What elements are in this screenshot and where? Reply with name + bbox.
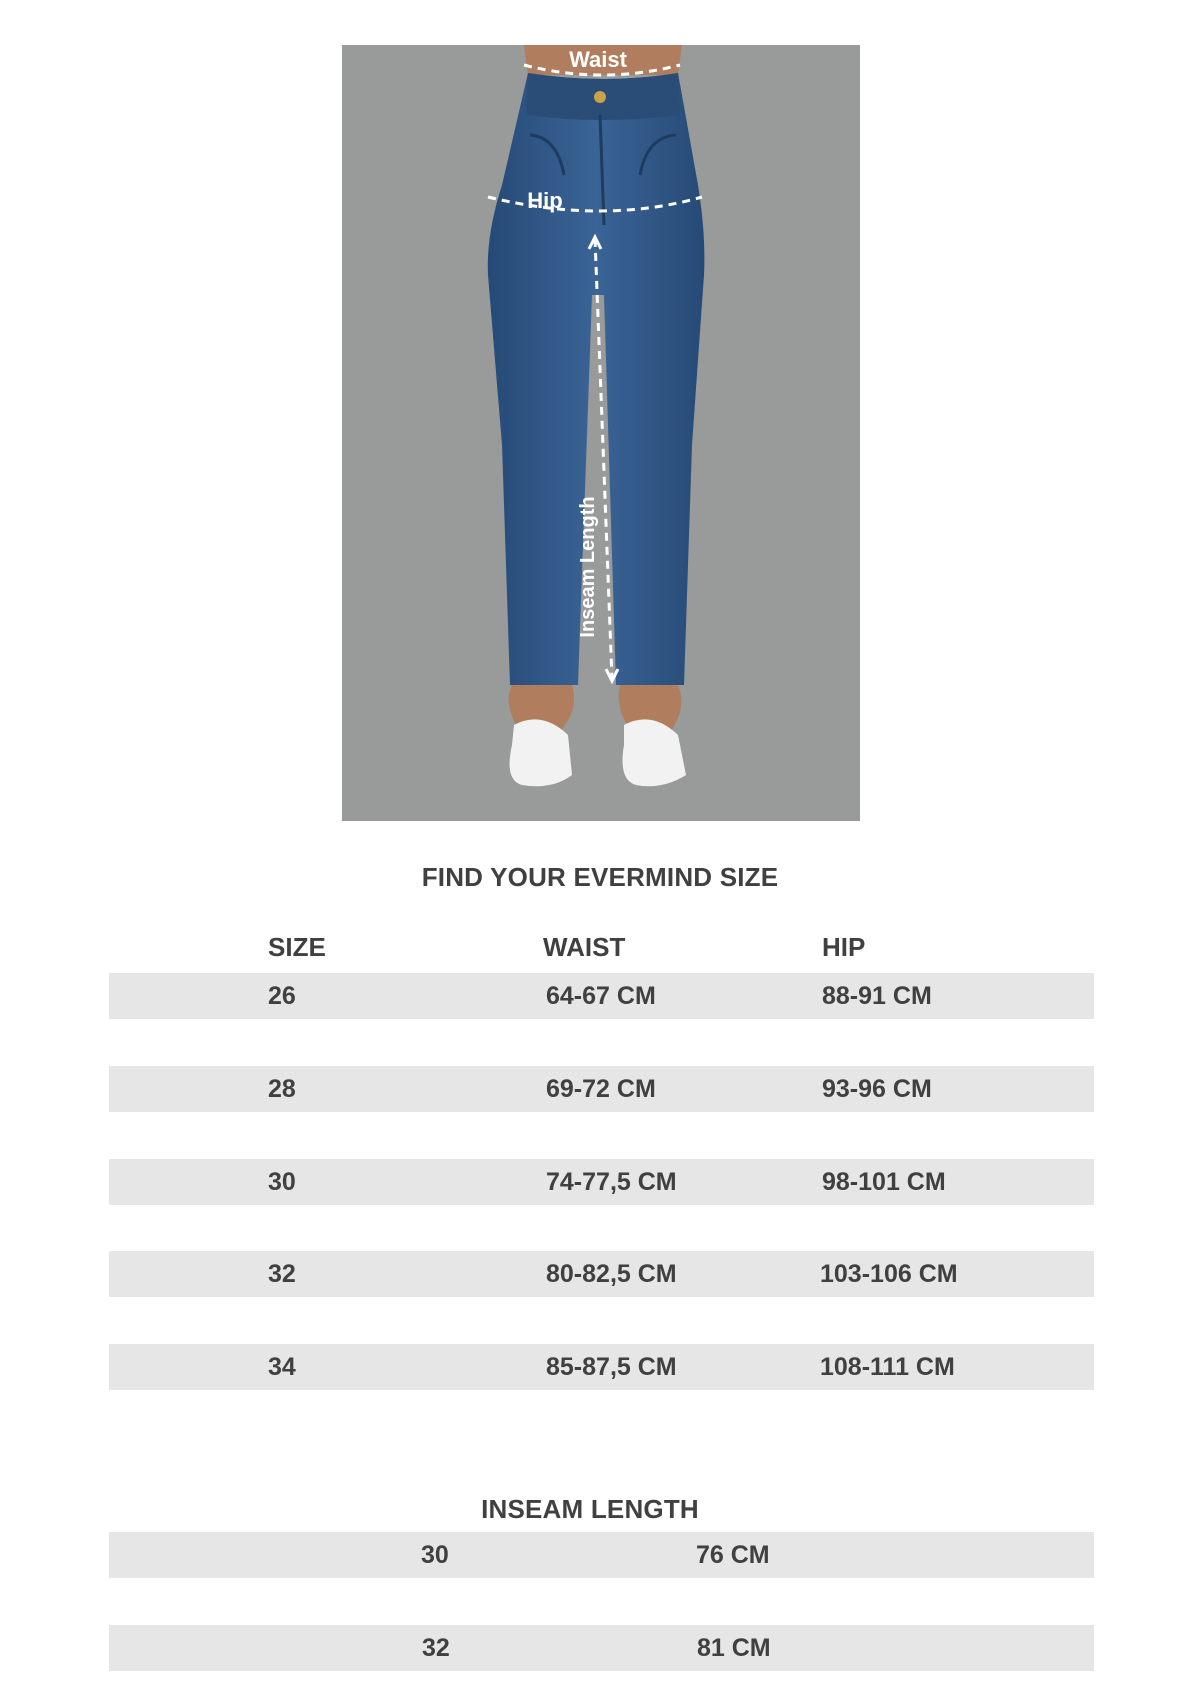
size-cell: 32 (268, 1260, 296, 1288)
waist-cell: 74-77,5 CM (546, 1168, 677, 1196)
inseam-size-cell: 30 (421, 1541, 449, 1569)
inseam-length-cell: 81 CM (697, 1634, 771, 1662)
table-row (109, 1159, 1094, 1205)
inseam-label: Inseam Length (577, 496, 599, 638)
table-row (109, 1344, 1094, 1390)
left-shoe (510, 719, 572, 786)
hip-cell: 108-111 CM (820, 1353, 955, 1381)
hip-cell: 88-91 CM (822, 982, 932, 1010)
hip-cell: 103-106 CM (820, 1260, 958, 1288)
size-column-header: SIZE (268, 932, 326, 962)
button-icon (594, 91, 606, 103)
hip-label: Hip (527, 188, 563, 213)
size-chart-title: FIND YOUR EVERMIND SIZE (421, 862, 779, 892)
jeans-illustration (342, 45, 860, 821)
inseam-size-cell: 32 (422, 1634, 450, 1662)
size-cell: 34 (268, 1353, 296, 1381)
right-shoe (623, 719, 687, 786)
table-row (109, 1625, 1094, 1671)
table-row (109, 973, 1094, 1019)
waist-cell: 80-82,5 CM (546, 1260, 677, 1288)
size-cell: 30 (268, 1168, 296, 1196)
waist-cell: 69-72 CM (546, 1075, 656, 1103)
table-row (109, 1066, 1094, 1112)
jeans-measurement-figure (342, 45, 860, 821)
size-cell: 28 (268, 1075, 296, 1103)
table-row (109, 1251, 1094, 1297)
table-row (109, 1532, 1094, 1578)
waist-label: Waist (569, 47, 627, 72)
waist-cell: 85-87,5 CM (546, 1353, 677, 1381)
waist-cell: 64-67 CM (546, 982, 656, 1010)
hip-column-header: HIP (822, 932, 866, 962)
inseam-chart-title: INSEAM LENGTH (481, 1494, 699, 1524)
size-cell: 26 (268, 982, 296, 1010)
hip-cell: 93-96 CM (822, 1075, 932, 1103)
inseam-length-cell: 76 CM (696, 1541, 770, 1569)
waist-column-header: WAIST (543, 932, 626, 962)
hip-cell: 98-101 CM (822, 1168, 946, 1196)
